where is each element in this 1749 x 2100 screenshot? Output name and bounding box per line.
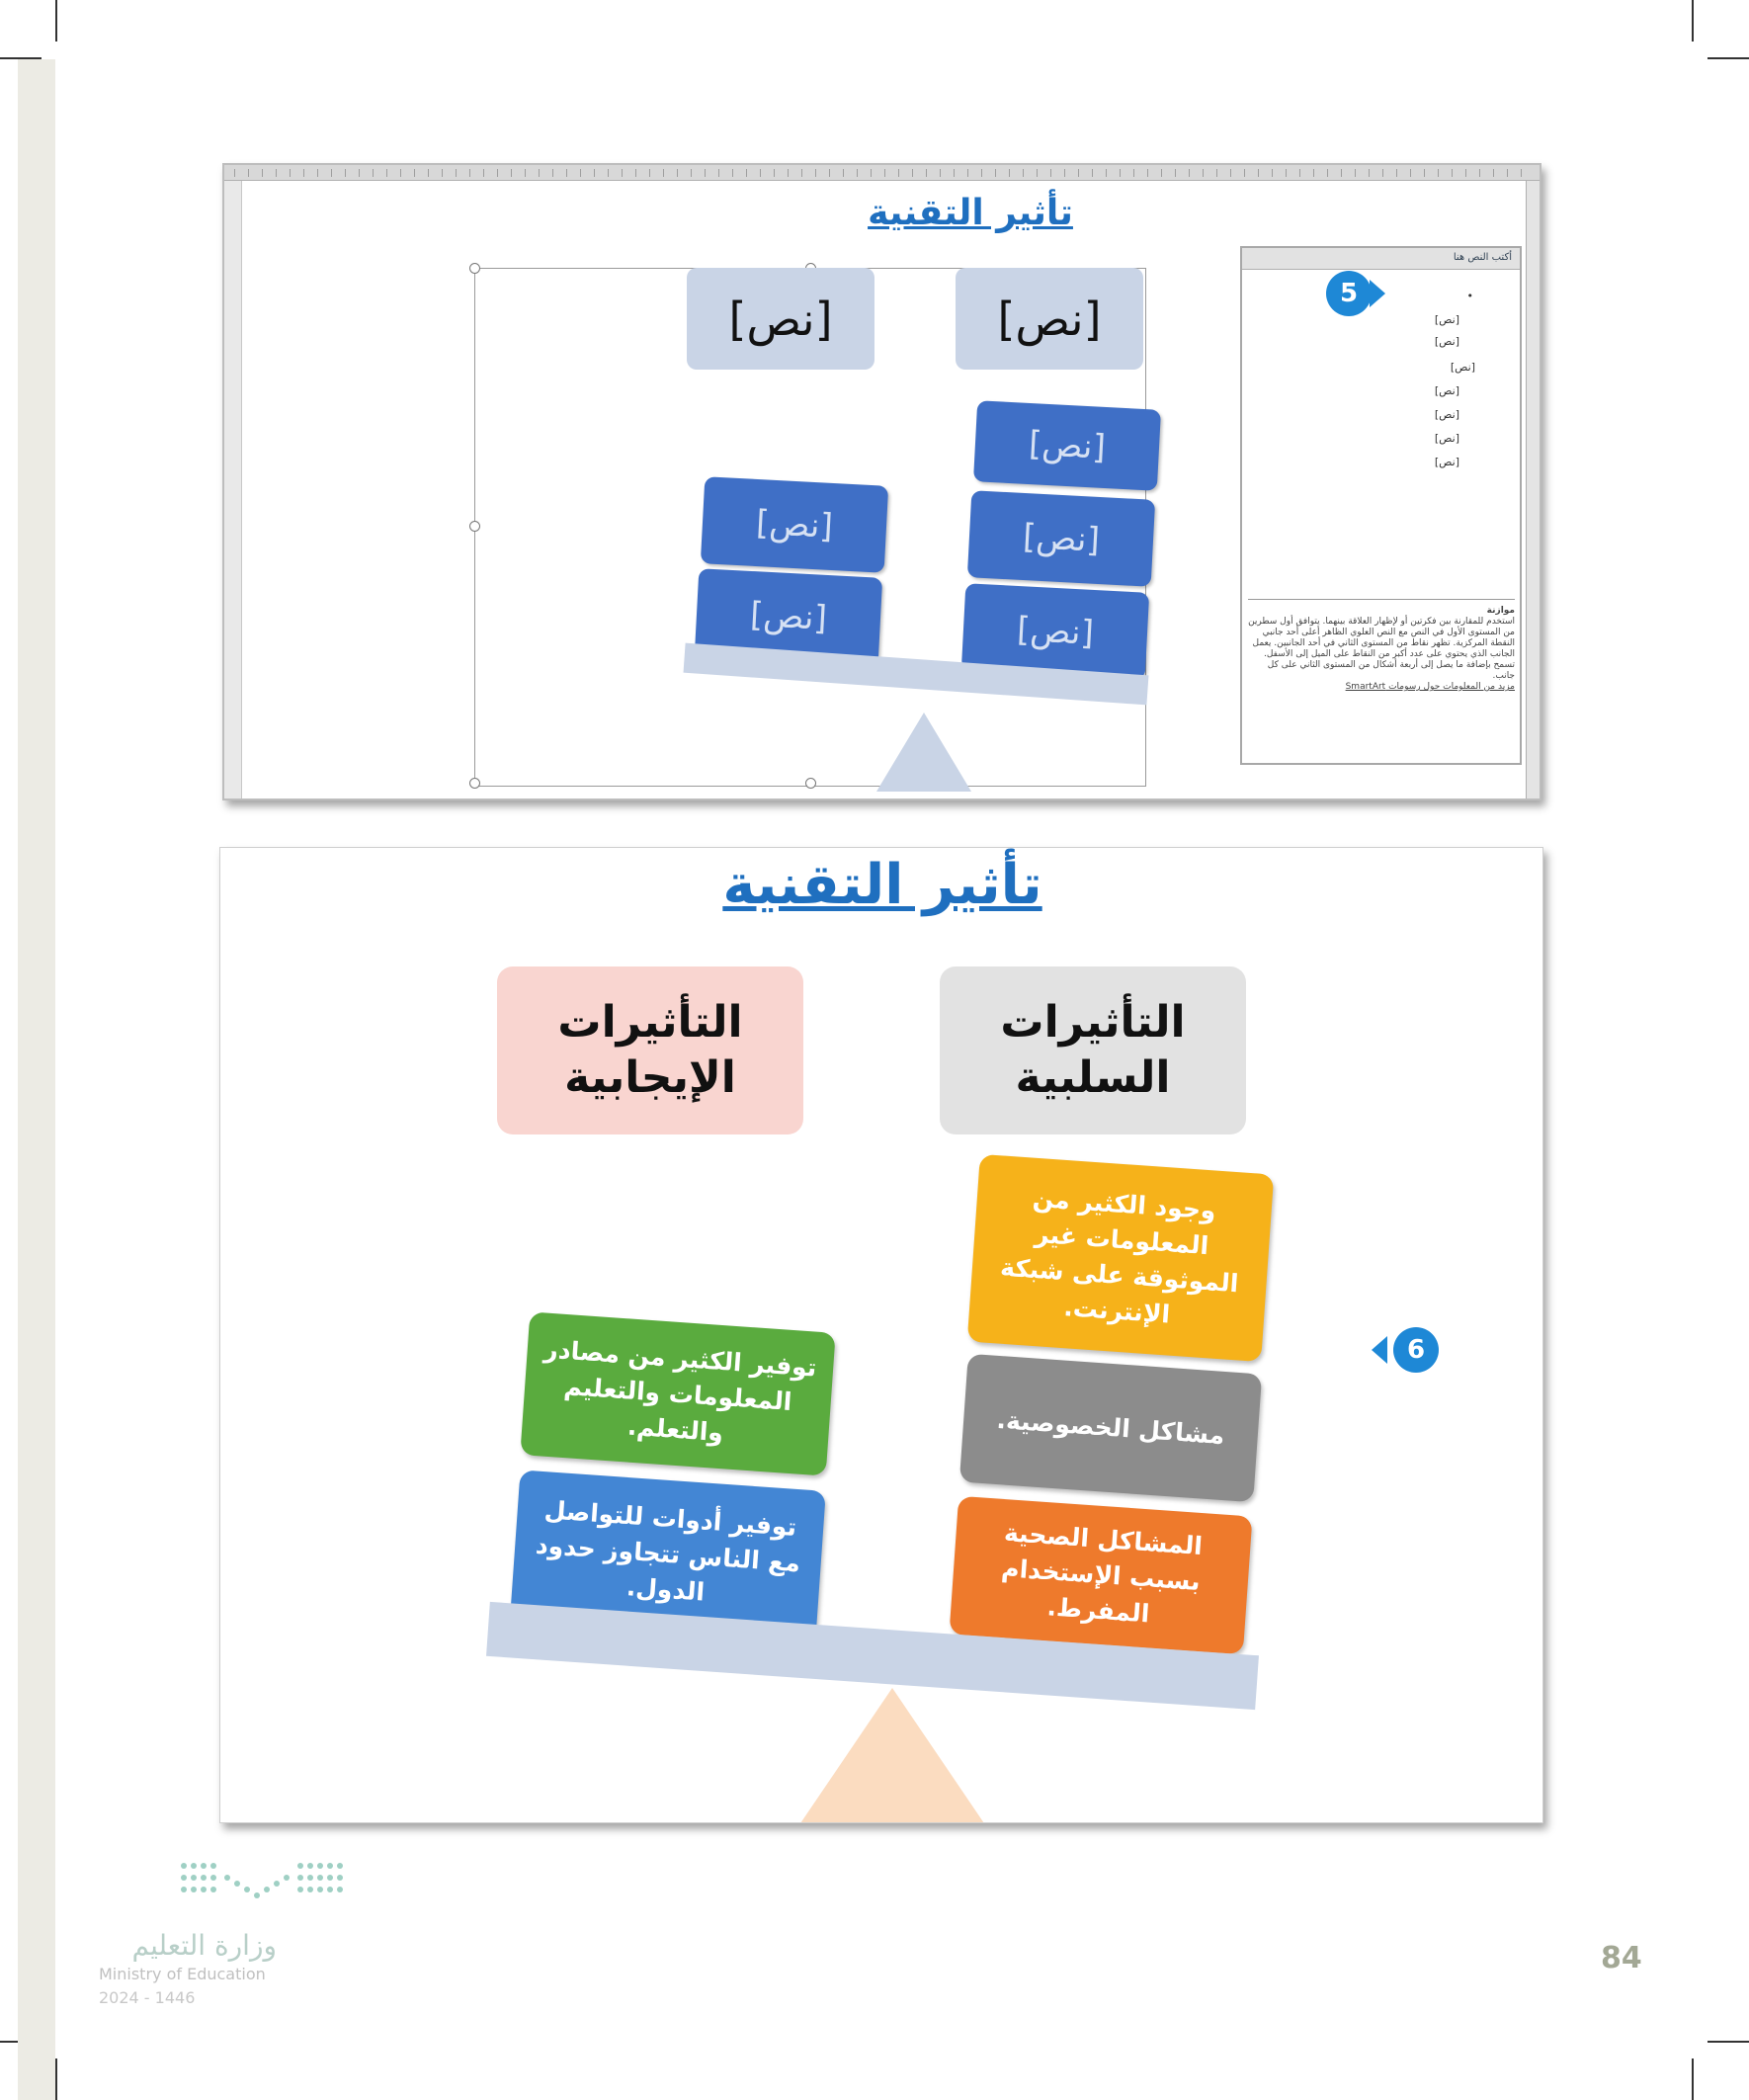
balance-fulcrum (798, 1688, 986, 1823)
smartart-result-slide (219, 847, 1543, 1823)
positive-item-communication: توفير أدوات للتواصل مع الناس تتجاوز حدود الدول. (510, 1470, 826, 1638)
step-badge-5: 5 (1326, 271, 1372, 316)
document-title: تأثير التقنية (868, 193, 1073, 233)
negative-item-privacy: مشاكل الخصوصية. (959, 1354, 1262, 1502)
resize-handle[interactable] (469, 263, 480, 274)
ministry-name-english: Ministry of Education (99, 1965, 266, 1983)
text-pane-item[interactable]: [نص] (1434, 408, 1459, 421)
badge-pointer (1370, 280, 1385, 307)
crop-mark (1692, 0, 1694, 42)
resize-handle[interactable] (805, 778, 816, 789)
more-info-link[interactable]: مزيد من المعلومات حول رسومات SmartArt (1345, 682, 1515, 692)
left-margin-strip (224, 181, 242, 800)
ministry-name-arabic: وزارة التعليم (131, 1929, 277, 1962)
page-number: 84 (1601, 1941, 1642, 1975)
balance-fulcrum (876, 713, 971, 792)
badge-pointer (1372, 1336, 1387, 1364)
description-body: استخدم للمقارنة بين فكرتين أو لإظهار العلاقة بينهما. يتوافق أول سطرين من المستوى الأول في النص مع النص العلوي الظاهر أعلى أحد جانبي النقطة المركزية. تظهر نقاط من المستوى الثاني في أحد الجانبين. يعمل الجانب الذي يحتوي على عدد أكبر من النقاط على الميل إلى الأسفل. تسمح بإضافة ما يصل إلى أربعة أشكال من المستوى الثاني على كل جانب. (1248, 617, 1515, 681)
resize-handle[interactable] (469, 778, 480, 789)
text-pane-item[interactable]: [نص] (1434, 384, 1459, 397)
header-placeholder-right[interactable]: [نص] (956, 268, 1143, 370)
crop-mark (55, 0, 57, 42)
text-pane-item[interactable]: [نص] (1434, 456, 1459, 468)
crop-mark (1707, 2041, 1749, 2043)
horizontal-ruler (224, 165, 1541, 181)
right-stack-item[interactable]: [نص] (973, 400, 1161, 491)
negative-item-health: المشاكل الصحية بسبب الإستخدام المفرط. (949, 1496, 1252, 1654)
text-pane-item[interactable]: [نص] (1434, 313, 1459, 326)
crop-mark (1692, 2058, 1694, 2100)
text-pane-description (1248, 599, 1515, 757)
ministry-logo-icon (178, 1858, 346, 1909)
crop-mark (55, 2058, 57, 2100)
text-pane-item[interactable]: [نص] (1434, 432, 1459, 445)
text-pane[interactable] (1240, 246, 1522, 765)
right-stack-item[interactable]: [نص] (961, 583, 1149, 680)
smartart-editor-screenshot (222, 163, 1541, 800)
resize-handle[interactable] (469, 521, 480, 532)
step-badge-6: 6 (1393, 1327, 1439, 1373)
text-pane-item[interactable]: [نص] (1434, 335, 1459, 348)
header-negative-effects: التأثيرات السلبية (940, 966, 1246, 1134)
right-stack-item[interactable]: [نص] (967, 490, 1155, 587)
left-stack-item[interactable]: [نص] (701, 476, 888, 573)
slide-title: تأثير التقنية (722, 853, 1042, 917)
positive-item-information: توفير الكثير من مصادر المعلومات والتعليم والتعلم. (520, 1311, 835, 1475)
crop-mark (1707, 57, 1749, 59)
text-pane-header: أكتب النص هنا (1242, 248, 1520, 270)
header-positive-effects: التأثيرات الإيجابية (497, 966, 803, 1134)
vertical-ruler (1526, 181, 1540, 800)
negative-item-unreliable-info: وجود الكثير من المعلومات غير الموثوقة على شبكة الإنترنت. (967, 1154, 1275, 1362)
text-pane-item[interactable]: • (1466, 290, 1473, 302)
ruler-ticks (234, 169, 1529, 177)
description-title: موازنة (1486, 606, 1515, 616)
page-margin-band (18, 59, 55, 2100)
text-pane-item[interactable]: [نص] (1450, 361, 1475, 374)
academic-year: 2024 - 1446 (99, 1988, 196, 2007)
header-placeholder-left[interactable]: [نص] (687, 268, 874, 370)
left-stack-item[interactable]: [نص] (695, 568, 882, 665)
